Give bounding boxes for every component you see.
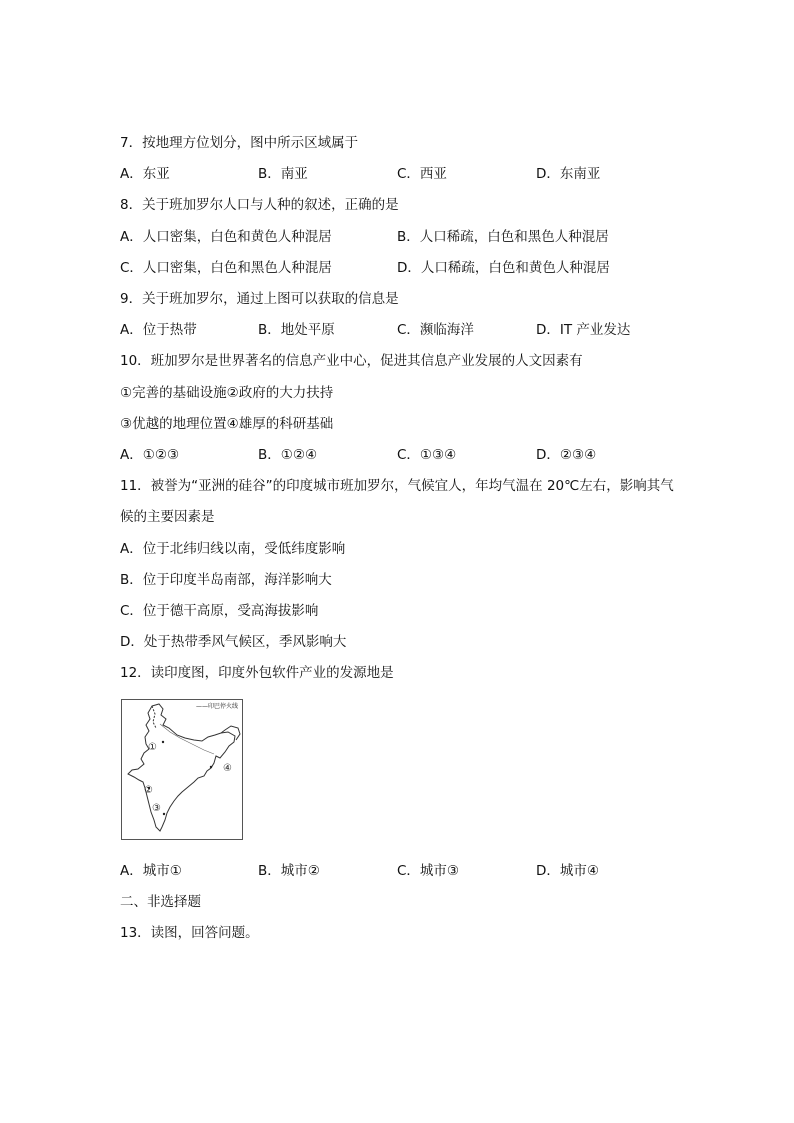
city-4-dot [210,766,212,768]
q13-stem: 13．读图，回答问题。 [120,925,259,941]
q7-option-d: D．东南亚 [536,166,601,182]
india-map-graphic [122,700,242,839]
q12-stem: 12．读印度图，印度外包软件产业的发源地是 [120,665,394,681]
q8-option-a: A．人口密集，白色和黄色人种混居 [120,229,332,245]
q11-option-d: D．处于热带季风气候区，季风影响大 [120,634,347,650]
q9-option-d: D．IT 产业发达 [536,322,631,338]
map-legend: ——印巴停火线 [196,703,239,710]
q12-option-b: B．城市② [258,863,320,879]
q9-option-c: C．濒临海洋 [397,322,474,338]
q10-option-c: C．①③④ [397,447,457,463]
q12-option-c: C．城市③ [397,863,460,879]
q10-option-d: D．②③④ [536,447,597,463]
q11-option-c: C．位于德干高原，受高海拔影响 [120,603,319,619]
q8-option-b: B．人口稀疏，白色和黑色人种混居 [397,229,609,245]
india-map [121,699,243,840]
q7-option-c: C．西亚 [397,166,447,182]
q11-option-a: A．位于北纬归线以南，受低纬度影响 [120,541,346,557]
q9-option-a: A．位于热带 [120,322,197,338]
q10-option-b: B．①②④ [258,447,318,463]
city-3-dot [163,813,165,815]
q9-stem: 9．关于班加罗尔，通过上图可以获取的信息是 [120,291,399,307]
q8-stem: 8．关于班加罗尔人口与人种的叙述，正确的是 [120,197,399,213]
q10-statement-1: ①完善的基础设施②政府的大力扶持 [120,385,334,401]
q7-stem: 7．按地理方位划分，图中所示区域属于 [120,135,359,151]
ceasefire-line [152,706,156,728]
q9-option-b: B．地处平原 [258,322,335,338]
q7-option-b: B．南亚 [258,166,308,182]
q12-option-d: D．城市④ [536,863,599,879]
section-heading: 二、非选择题 [120,894,201,910]
q10-stem: 10．班加罗尔是世界著名的信息产业中心，促进其信息产业发展的人文因素有 [120,353,583,369]
city-2-label: ② [144,785,153,796]
city-3-label: ③ [152,803,161,814]
q8-option-c: C．人口密集，白色和黑色人种混居 [120,260,332,276]
q12-option-a: A．城市① [120,863,182,879]
india-outline [128,704,235,831]
q10-statement-2: ③优越的地理位置④雄厚的科研基础 [120,416,334,432]
city-1-label: ① [148,742,157,753]
city-4-label: ④ [223,763,232,774]
q11-stem-line-2: 候的主要因素是 [120,509,215,525]
q11-stem-line-1: 11．被誉为“亚洲的硅谷”的印度城市班加罗尔，气候宜人，年均气温在 20℃左右，影响其气 [120,478,674,494]
q10-option-a: A．①②③ [120,447,180,463]
city-1-dot [162,741,164,743]
q8-option-d: D．人口稀疏，白色和黄色人种混居 [397,260,610,276]
q7-option-a: A．东亚 [120,166,170,182]
q11-option-b: B．位于印度半岛南部，海洋影响大 [120,572,332,588]
